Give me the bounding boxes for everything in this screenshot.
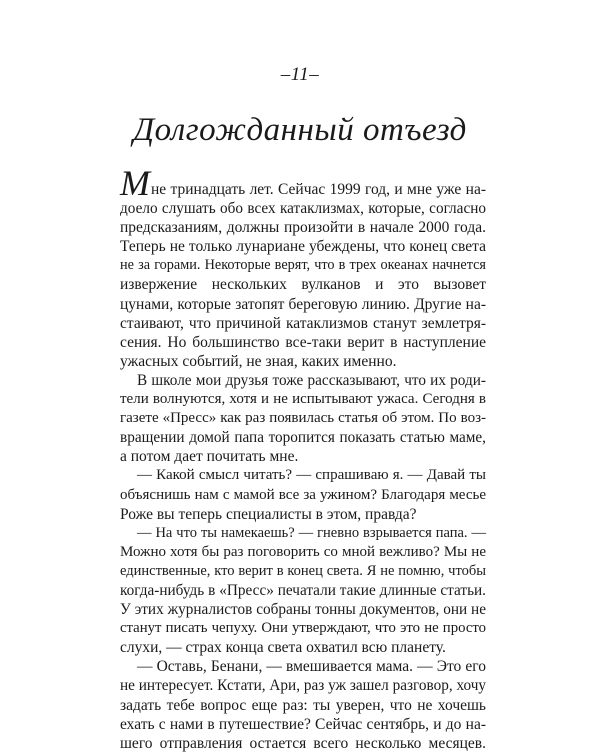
text-line [120,333,486,352]
text-line [120,505,486,524]
text-line [120,428,486,447]
text-line-content: Роже вы теперь специалисты в этом, правда? [120,505,417,523]
text-line-content: единственные, кто верит в конец света. Я не помню, чтобы [120,562,486,579]
text-line [120,163,486,203]
text-line [120,352,486,371]
text-line [120,390,486,409]
text-line-content: цунами, которые затопят береговую линию. Другие на- [120,295,486,313]
text-line-content: ехать с нами в путешествие? Сейчас сентябрь, и до на- [120,715,486,733]
text-line [120,409,486,428]
text-line-content: — На что ты намекаешь? — гневно взрывается папа. — [137,524,486,541]
text-line [120,543,486,562]
text-line-content: У этих журналистов собраны тонны документов, они не [120,601,486,619]
text-line [120,237,486,256]
text-line-content: Можно хотя бы раз поговорить со мной вежливо? Мы не [120,543,486,560]
text-line-content: слухи, — страх конца света охватил всю планету. [120,639,446,657]
text-line [120,371,486,390]
text-line [120,447,486,466]
text-line-content: вращении домой папа торопится показать статью маме, [120,429,486,447]
chapter-body [120,163,487,753]
text-line-content: доело слушать обо всех катаклизмах, которые, согласно [120,200,486,218]
text-line-content: не за горами. Некоторые верят, что в трех океанах начнется [120,257,486,274]
text-line-content: стаивают, что причиной катаклизмов станут землетря- [120,314,486,332]
text-line [120,734,486,753]
text-line [120,295,486,314]
text-line-content: а потом дает почитать мне. [120,448,299,466]
text-line-content: шего отправления остается всего несколько месяцев. [120,734,486,752]
text-line-content: В школе мои друзья тоже рассказывают, что их роди- [137,371,486,389]
text-line [120,218,486,237]
text-line-content: станут писать чепуху. Они утверждают, что это не просто [120,620,486,637]
text-line-content: когда-нибудь в «Пресс» печатали такие длинные статьи. [120,581,486,599]
text-line [120,314,486,333]
text-line [120,715,486,734]
text-line-content: задать тебе вопрос еще раз: ты уверен, что не хочешь [120,696,486,714]
text-line-content: ужасных событий, не зная, каких именно. [120,352,397,370]
text-line [120,638,486,657]
drop-cap: М [120,163,150,203]
text-line-content: Теперь не только лунариане убеждены, что конец света [120,238,486,256]
text-line [120,486,486,505]
text-line-content: газете «Пресс» как раз появилась статья об этом. По воз- [120,410,486,427]
text-line-content: предсказаниям, должны произойти в начале 2000 года. [120,219,486,237]
text-line [120,619,486,638]
text-line [120,696,486,715]
text-line [120,562,486,581]
text-line-content: тели волнуются, хотя и не испытывают ужаса. Сегодня в [120,391,486,408]
text-line [120,676,486,695]
chapter-title: Долгожданный отъезд [133,112,467,148]
text-line-content: не интересует. Кстати, Ари, раз уж зашел разговор, хочу [120,677,487,695]
chapter-number: –11– [280,64,320,85]
text-line [120,466,486,485]
text-line-content: — Оставь, Бенани, — вмешивается мама. — Это его [137,658,486,676]
text-line [120,581,486,600]
text-line-content: не тринадцать лет. Сейчас 1999 год, и мне уже на- [151,181,486,198]
text-line-content: объяснишь нам с мамой все за ужином? Благодаря месье [120,486,486,503]
text-line [120,199,486,218]
text-line [120,275,486,294]
text-line [120,256,486,275]
text-line [120,657,486,676]
text-line-content: извержение нескольких вулканов и это вызовет [120,276,486,294]
text-line [120,600,486,619]
text-line-content: — Какой смысл читать? — спрашиваю я. — Давай ты [137,467,486,484]
text-line [120,524,486,543]
text-line-content: сения. Но большинство все-таки верит в наступление [120,333,486,351]
